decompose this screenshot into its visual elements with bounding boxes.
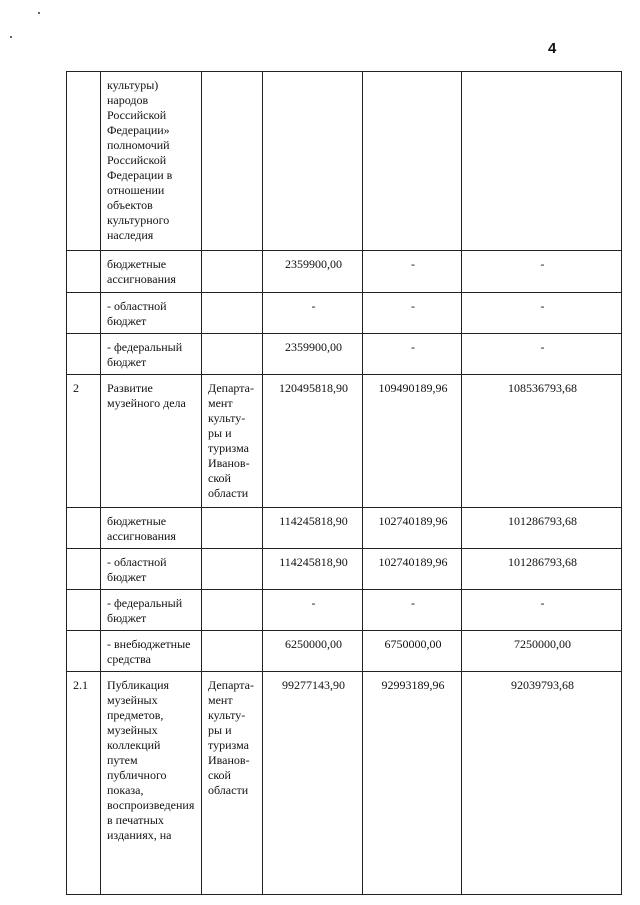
executor-name <box>202 549 263 590</box>
table-row <box>67 293 622 334</box>
amount-year-2: 6750000,00 <box>363 631 462 672</box>
amount-year-1 <box>263 72 363 251</box>
executor-name <box>202 631 263 672</box>
executor-name <box>202 590 263 631</box>
executor-name <box>202 72 263 251</box>
item-name: - областной бюджет <box>101 549 202 590</box>
amount-year-1: 120495818,90 <box>263 375 363 508</box>
amount-year-2: 109490189,96 <box>363 375 462 508</box>
executor-name <box>202 293 263 334</box>
amount-year-2: - <box>363 334 462 375</box>
row-index <box>67 334 101 375</box>
amount-year-1: 6250000,00 <box>263 631 363 672</box>
table-row <box>67 72 622 251</box>
table-row <box>67 672 622 895</box>
amount-year-3: 108536793,68 <box>462 375 622 508</box>
amount-year-2: 102740189,96 <box>363 549 462 590</box>
item-name: - областной бюджет <box>101 293 202 334</box>
amount-year-3: 7250000,00 <box>462 631 622 672</box>
item-name: - внебюджетные средства <box>101 631 202 672</box>
executor-name: Департа- мент культу- ры и туризма Иванов- ской области <box>202 375 263 508</box>
row-index <box>67 293 101 334</box>
table-row <box>67 590 622 631</box>
amount-year-2: 92993189,96 <box>363 672 462 895</box>
table-row <box>67 631 622 672</box>
amount-year-2: - <box>363 590 462 631</box>
amount-year-2 <box>363 72 462 251</box>
table-row <box>67 251 622 293</box>
executor-name: Департа- мент культу- ры и туризма Иванов- ской области <box>202 672 263 895</box>
amount-year-2: 102740189,96 <box>363 508 462 549</box>
amount-year-1: 114245818,90 <box>263 549 363 590</box>
amount-year-2: - <box>363 293 462 334</box>
amount-year-1: - <box>263 590 363 631</box>
budget-table-body <box>67 72 622 895</box>
amount-year-3 <box>462 72 622 251</box>
row-index: 2 <box>67 375 101 508</box>
amount-year-3: 92039793,68 <box>462 672 622 895</box>
row-index <box>67 631 101 672</box>
amount-year-3: 101286793,68 <box>462 508 622 549</box>
amount-year-3: - <box>462 293 622 334</box>
page-number: 4 <box>548 40 557 57</box>
row-index <box>67 251 101 293</box>
table-row <box>67 375 622 508</box>
amount-year-1: - <box>263 293 363 334</box>
executor-name <box>202 251 263 293</box>
amount-year-1: 114245818,90 <box>263 508 363 549</box>
item-name: Публикация музейных предметов, музейных коллекций путем публичного показа, воспроизведения в печатных изданиях, на <box>101 672 202 895</box>
table-row <box>67 334 622 375</box>
row-index <box>67 72 101 251</box>
item-name: культуры) народов Российской Федерации» полномочий Российской Федерации в отношении объектов культурного наследия <box>101 72 202 251</box>
row-index <box>67 590 101 631</box>
item-name: - федеральный бюджет <box>101 334 202 375</box>
amount-year-1: 99277143,90 <box>263 672 363 895</box>
row-index: 2.1 <box>67 672 101 895</box>
amount-year-3: - <box>462 334 622 375</box>
scan-speck <box>10 36 12 38</box>
table-row <box>67 508 622 549</box>
table-row <box>67 549 622 590</box>
budget-table <box>66 71 622 895</box>
row-index <box>67 508 101 549</box>
item-name: бюджетные ассигнования <box>101 251 202 293</box>
amount-year-3: - <box>462 590 622 631</box>
row-index <box>67 549 101 590</box>
amount-year-1: 2359900,00 <box>263 251 363 293</box>
executor-name <box>202 334 263 375</box>
amount-year-1: 2359900,00 <box>263 334 363 375</box>
amount-year-3: 101286793,68 <box>462 549 622 590</box>
item-name: бюджетные ассигнования <box>101 508 202 549</box>
scan-speck <box>38 12 40 14</box>
amount-year-2: - <box>363 251 462 293</box>
executor-name <box>202 508 263 549</box>
item-name: - федеральный бюджет <box>101 590 202 631</box>
item-name: Развитие музейного дела <box>101 375 202 508</box>
amount-year-3: - <box>462 251 622 293</box>
